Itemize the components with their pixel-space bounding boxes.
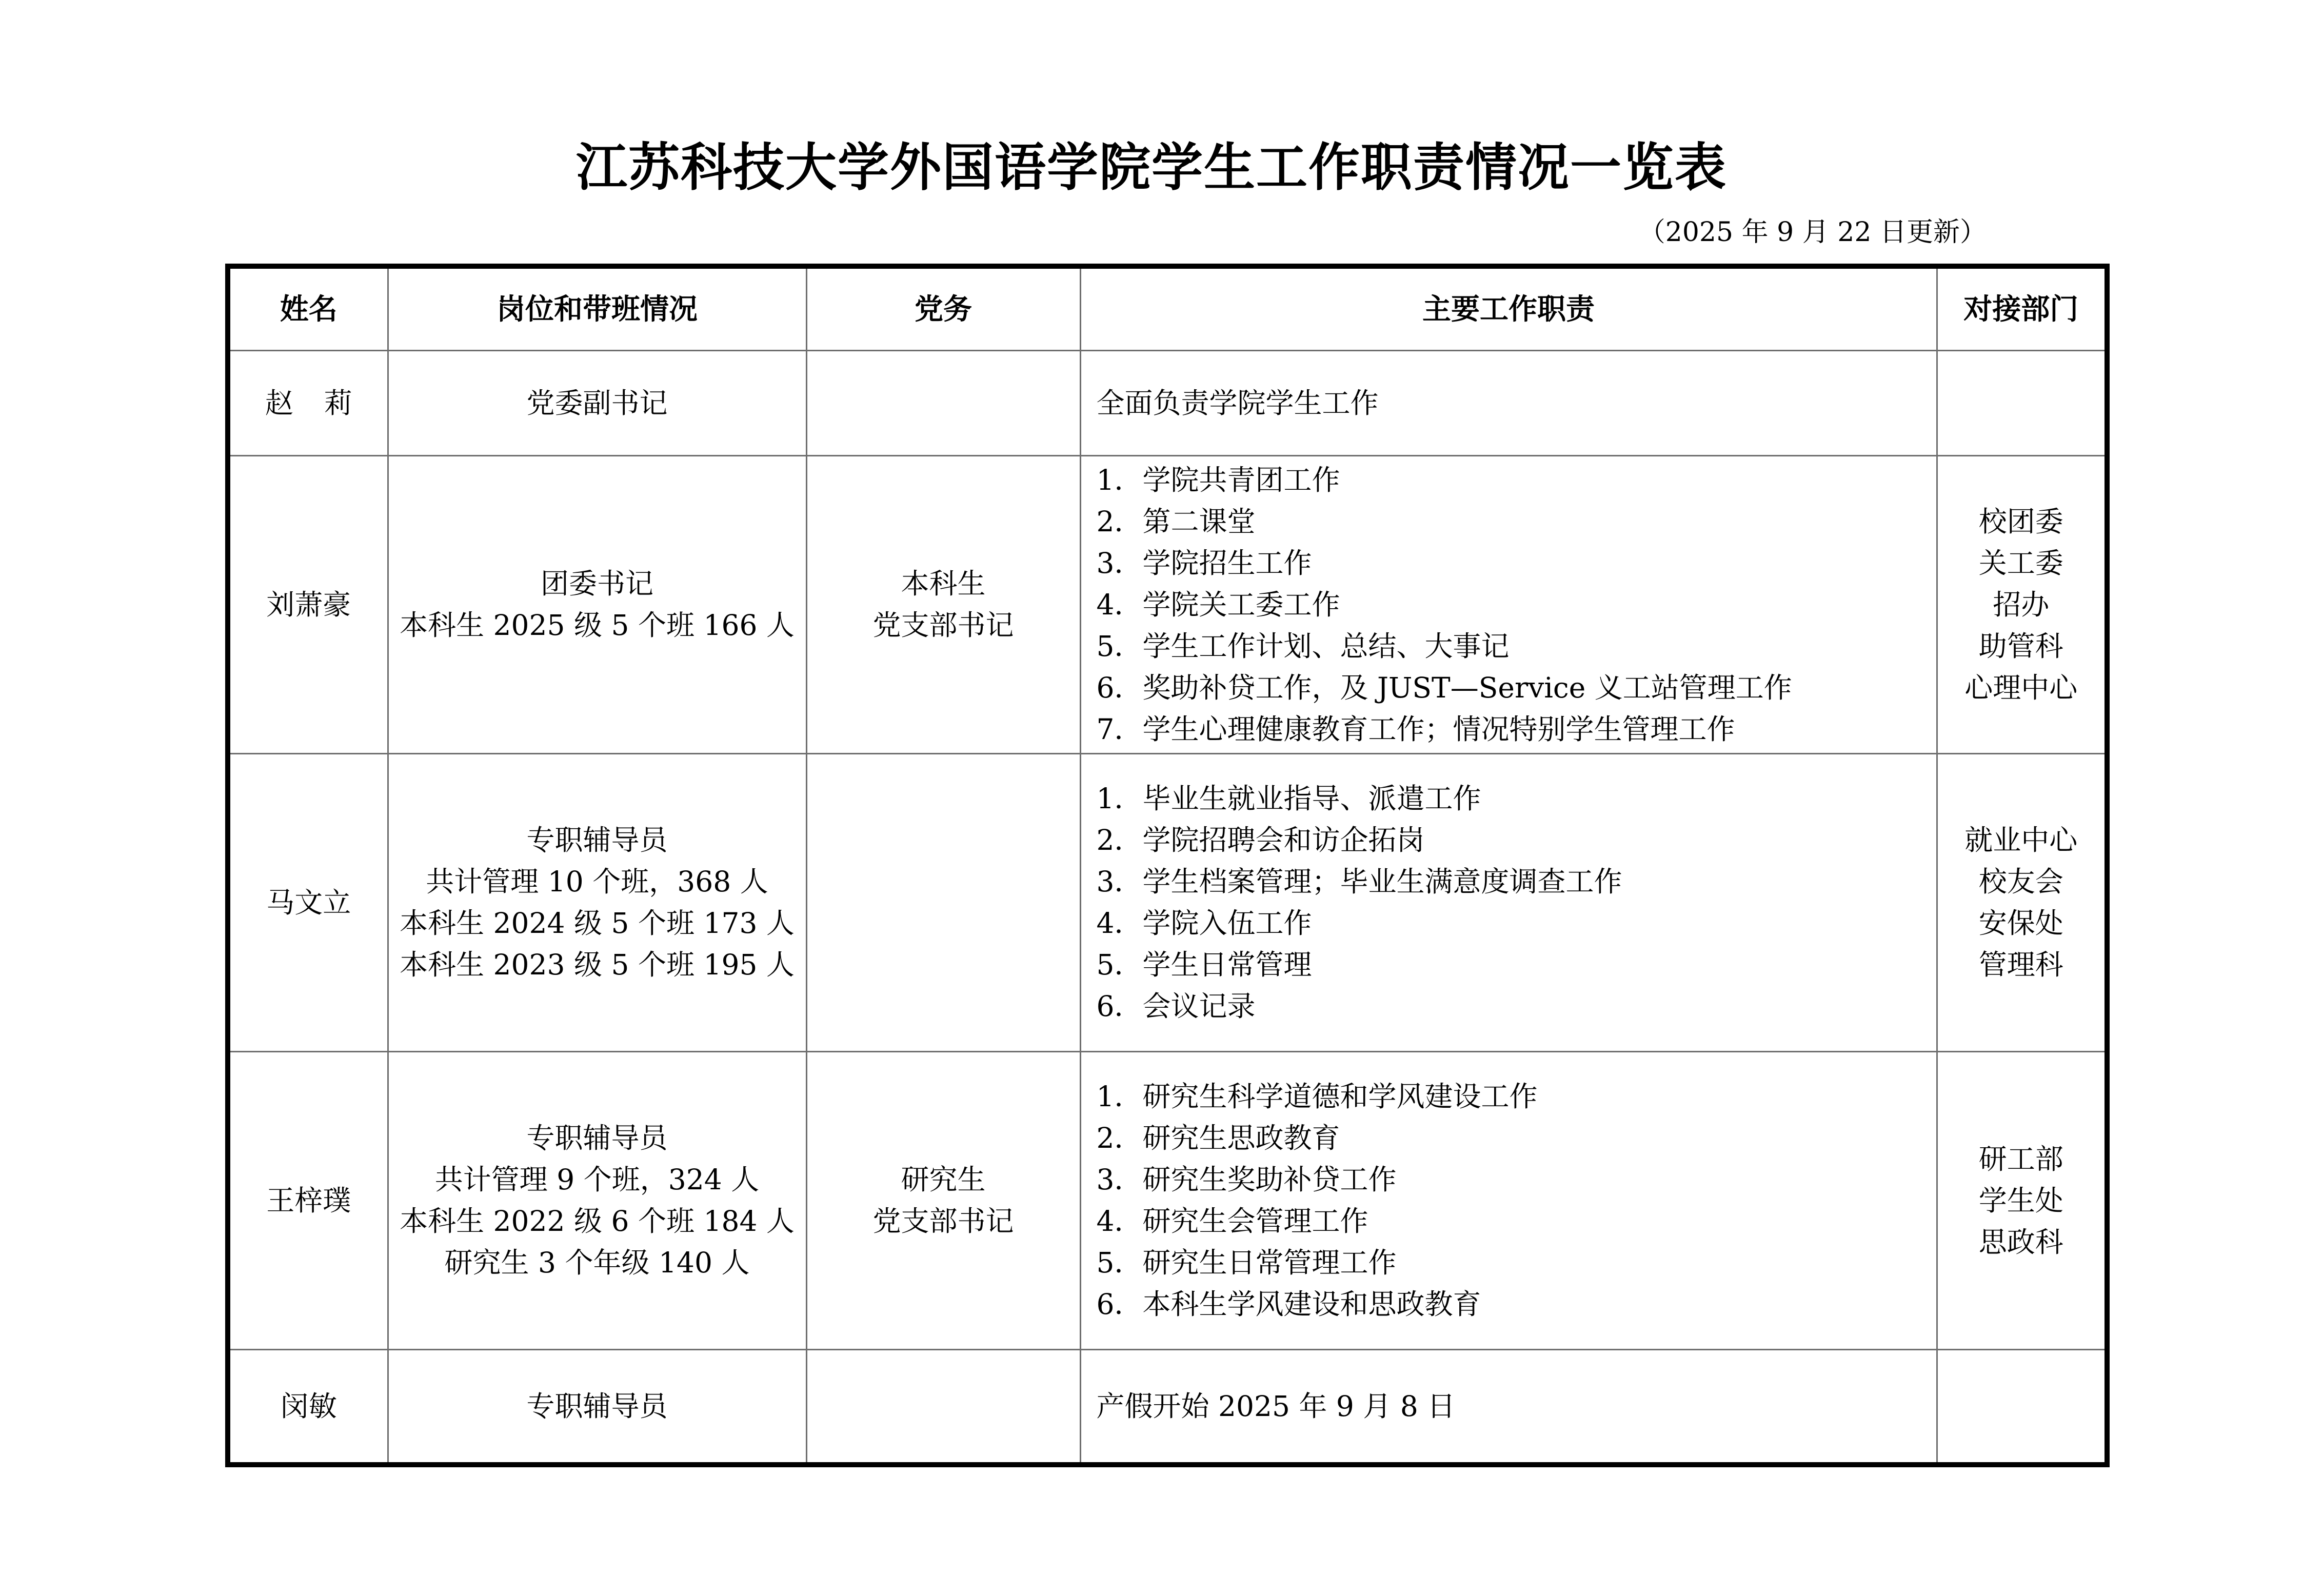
duty-item: 6．奖助补贷工作，及 JUST—Service 义工站管理工作	[1096, 671, 1792, 704]
department-item: 招办	[1993, 588, 2050, 621]
position-line: 专职辅导员	[526, 1122, 668, 1154]
duty-item: 2．研究生思政教育	[1096, 1122, 1340, 1154]
party-cell	[806, 351, 1080, 456]
duties-cell	[1080, 456, 1937, 754]
duties-cell	[1080, 351, 1937, 456]
party-line: 党支部书记	[872, 609, 1014, 642]
name-cell	[228, 456, 388, 754]
department-item: 校友会	[1978, 865, 2063, 898]
position-line: 专职辅导员	[526, 1389, 668, 1423]
department-item: 心理中心	[1964, 671, 2078, 704]
duties-cell	[1080, 1052, 1937, 1350]
position-line: 党委副书记	[526, 386, 668, 420]
header-party: 党务	[806, 266, 1080, 351]
duty-item: 4．学院入伍工作	[1096, 907, 1312, 940]
duty-item: 6．会议记录	[1096, 990, 1256, 1023]
department-item: 学生处	[1978, 1184, 2063, 1217]
position-cell	[388, 1350, 806, 1465]
department-item: 校团委	[1978, 505, 2063, 538]
header-name: 姓名	[228, 266, 388, 351]
party-line: 党支部书记	[872, 1205, 1014, 1238]
header-departments: 对接部门	[1937, 266, 2107, 351]
duty-item: 2．第二课堂	[1096, 505, 1256, 538]
position-line: 共计管理 9 个班，324 人	[434, 1163, 760, 1196]
department-item: 研工部	[1978, 1142, 2063, 1175]
duties-cell	[1080, 1350, 1937, 1465]
party-cell	[806, 1350, 1080, 1465]
position-cell	[388, 351, 806, 456]
table-row	[228, 754, 2107, 1052]
position-cell	[388, 754, 806, 1052]
update-date: （2025 年 9 月 22 日更新）	[1638, 217, 1987, 248]
table-header-row	[228, 266, 2107, 351]
department-item: 安保处	[1978, 907, 2063, 940]
header-position: 岗位和带班情况	[388, 266, 806, 351]
duty-item: 1．学院共青团工作	[1096, 463, 1340, 496]
department-item: 就业中心	[1964, 824, 2078, 856]
person-name: 马文立	[266, 886, 351, 919]
person-name: 刘萧豪	[266, 588, 351, 621]
departments-cell	[1937, 1052, 2107, 1350]
person-name: 赵莉	[265, 386, 383, 420]
name-cell	[228, 351, 388, 456]
party-cell	[806, 754, 1080, 1052]
document-title: 江苏科技大学外国语学院学生工作职责情况一览表	[576, 137, 1727, 197]
name-cell	[228, 1052, 388, 1350]
position-line: 共计管理 10 个班，368 人	[426, 865, 768, 898]
department-item: 助管科	[1978, 629, 2063, 663]
table-row	[228, 1052, 2107, 1350]
duty-item: 产假开始 2025 年 9 月 8 日	[1096, 1389, 1456, 1423]
table-row	[228, 456, 2107, 754]
department-item: 思政科	[1978, 1225, 2063, 1259]
department-item: 管理科	[1978, 948, 2063, 981]
departments-cell	[1937, 754, 2107, 1052]
position-line: 专职辅导员	[526, 824, 668, 856]
duty-item: 3．研究生奖助补贷工作	[1096, 1163, 1397, 1196]
duty-item: 5．学生日常管理	[1096, 948, 1312, 981]
duty-item: 3．学院招生工作	[1096, 546, 1312, 580]
duty-item: 全面负责学院学生工作	[1096, 386, 1379, 420]
person-name: 闵敏	[280, 1389, 337, 1423]
department-item: 关工委	[1978, 546, 2063, 580]
departments-cell	[1937, 456, 2107, 754]
position-cell	[388, 456, 806, 754]
duty-item: 7．学生心理健康教育工作；情况特别学生管理工作	[1096, 712, 1735, 746]
party-line: 研究生	[901, 1163, 986, 1196]
table-row	[228, 1350, 2107, 1465]
departments-cell	[1937, 1350, 2107, 1465]
position-line: 本科生 2022 级 6 个班 184 人	[400, 1205, 795, 1238]
duty-item: 2．学院招聘会和访企拓岗	[1096, 824, 1425, 856]
duty-item: 1．毕业生就业指导、派遣工作	[1096, 782, 1481, 815]
name-cell	[228, 754, 388, 1052]
position-cell	[388, 1052, 806, 1350]
position-line: 研究生 3 个年级 140 人	[444, 1246, 750, 1279]
position-line: 团委书记	[540, 567, 653, 600]
position-line: 本科生 2025 级 5 个班 166 人	[400, 609, 795, 642]
party-cell	[806, 456, 1080, 754]
departments-cell	[1937, 351, 2107, 456]
duty-item: 3．学生档案管理；毕业生满意度调查工作	[1096, 865, 1622, 898]
position-line: 本科生 2023 级 5 个班 195 人	[400, 948, 795, 981]
party-line: 本科生	[901, 567, 986, 600]
position-line: 本科生 2024 级 5 个班 173 人	[400, 907, 795, 940]
duty-item: 6．本科生学风建设和思政教育	[1096, 1288, 1481, 1321]
duty-item: 1．研究生科学道德和学风建设工作	[1096, 1080, 1538, 1113]
duty-item: 4．学院关工委工作	[1096, 588, 1340, 621]
duty-item: 5．研究生日常管理工作	[1096, 1246, 1397, 1279]
duty-item: 5．学生工作计划、总结、大事记	[1096, 629, 1510, 663]
duties-cell	[1080, 754, 1937, 1052]
table-row	[228, 351, 2107, 456]
party-cell	[806, 1052, 1080, 1350]
header-duties: 主要工作职责	[1080, 266, 1937, 351]
name-cell	[228, 1350, 388, 1465]
duties-table	[225, 264, 2110, 1467]
duty-item: 4．研究生会管理工作	[1096, 1205, 1368, 1238]
person-name: 王梓璞	[266, 1184, 351, 1217]
